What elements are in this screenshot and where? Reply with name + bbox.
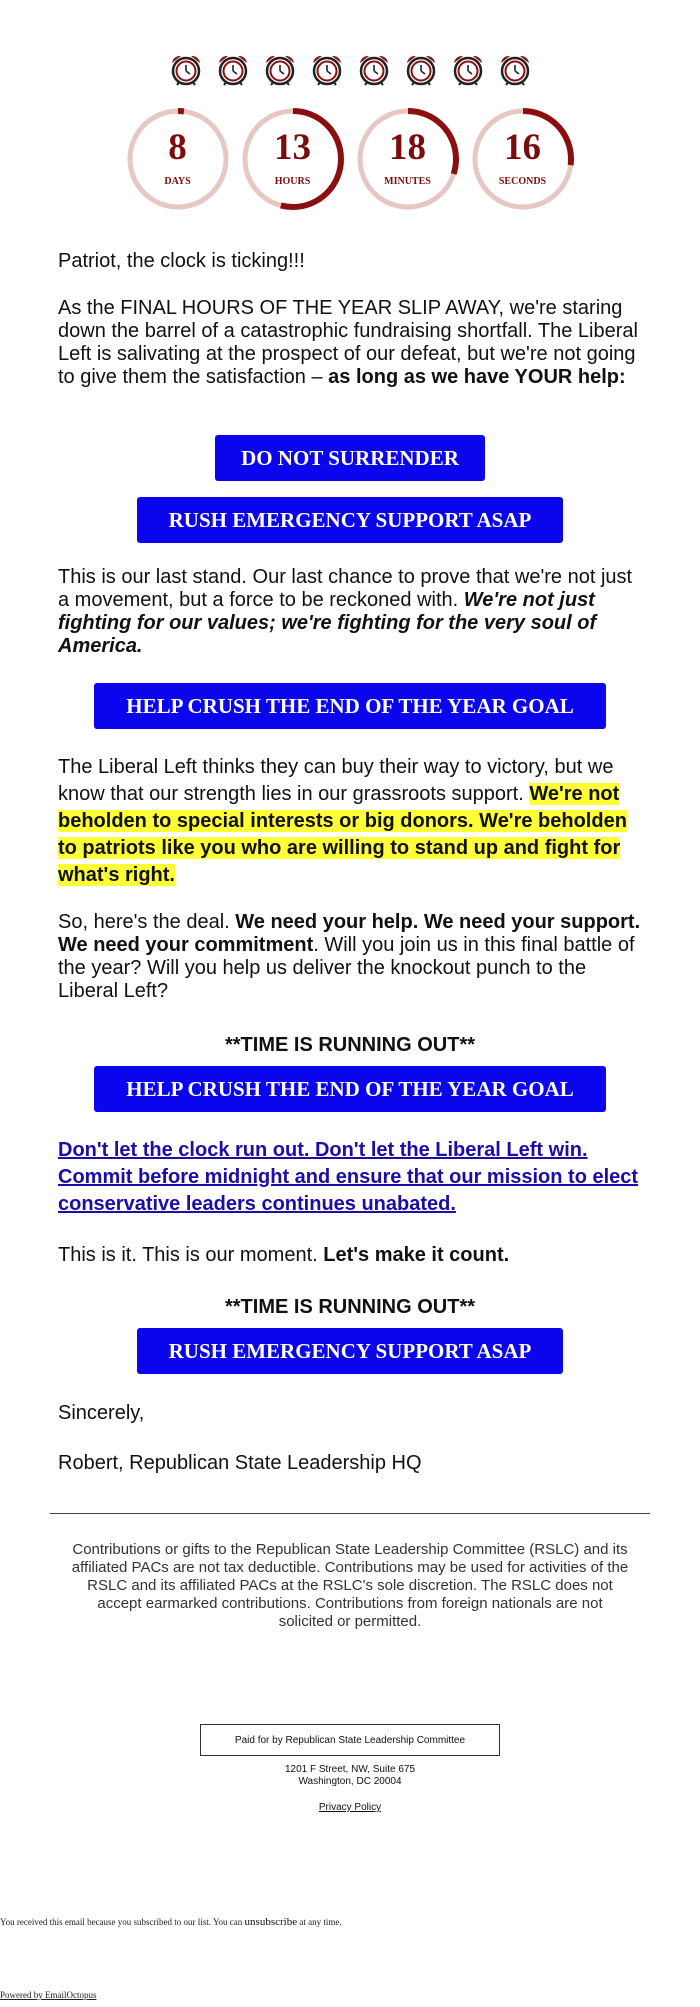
unsubscribe-link[interactable]: unsubscribe — [244, 1916, 298, 1928]
countdown-label: HOURS — [274, 176, 311, 187]
time-running-out-heading: **TIME IS RUNNING OUT** — [224, 1034, 476, 1056]
alarm-clock-icon — [356, 52, 392, 88]
signature — [58, 1452, 648, 1475]
rush-emergency-support-button[interactable]: RUSH EMERGENCY SUPPORT ASAP — [137, 497, 563, 543]
greeting — [58, 250, 648, 273]
countdown-days — [125, 106, 231, 212]
countdown-timer — [0, 106, 700, 212]
paragraph-intro-bold: as long as we have YOUR help: — [328, 366, 626, 388]
footnote-post: at any time. — [297, 1917, 342, 1927]
paragraph-grassroots — [58, 754, 648, 889]
closing — [58, 1402, 648, 1425]
alarm-clock-icon — [309, 52, 345, 88]
countdown-value: 8 — [168, 127, 187, 168]
paragraph-our-moment-text: This is it. This is our moment. — [58, 1244, 324, 1266]
paragraph-the-deal-pre: So, here's the deal. — [58, 911, 236, 933]
greeting-text: Patriot, the clock is ticking!!! — [58, 250, 305, 272]
paragraph-grassroots-text: The Liberal Left thinks they can buy their way to victory, but we know that our strength lies in our grassroots support. — [58, 756, 614, 805]
footnote-pre: You received this email because you subscribed to our list. You can — [0, 1917, 245, 1927]
paid-for-text: Paid for by Republican State Leadership Committee — [234, 1734, 466, 1746]
paragraph-last-stand-emphasis: We're not just fighting for our values; we're fighting for the very soul of America. — [58, 589, 597, 657]
alarm-clock-icon — [497, 52, 533, 88]
paragraph-our-moment-bold: Let's make it count. — [323, 1244, 510, 1266]
alarm-clock-icon — [168, 52, 204, 88]
address-line-1: 1201 F Street, NW, Suite 675 — [284, 1764, 416, 1775]
address-line-2: Washington, DC 20004 — [298, 1776, 402, 1787]
help-crush-goal-button[interactable]: HELP CRUSH THE END OF THE YEAR GOAL — [94, 683, 606, 729]
alarm-clock-icon — [450, 52, 486, 88]
alarm-clock-icon — [215, 52, 251, 88]
countdown-value: 18 — [389, 127, 426, 168]
countdown-hours — [240, 106, 346, 212]
highlighted-text: We're not beholden to special interests or big donors. We're beholden to patriots like you who are willing to stand up and fight for what's right. — [58, 783, 627, 886]
countdown-label: SECONDS — [498, 176, 547, 187]
closing-text: Sincerely, — [58, 1402, 145, 1424]
signature-text: Robert, Republican State Leadership HQ — [58, 1452, 422, 1474]
paragraph-intro — [58, 297, 648, 389]
paragraph-the-deal — [58, 911, 648, 1003]
subscription-footnote — [0, 1916, 342, 1928]
countdown-label: MINUTES — [384, 176, 431, 187]
commit-link-block — [58, 1137, 648, 1218]
countdown-value: 16 — [504, 127, 541, 168]
paragraph-the-deal-post: . Will you join us in this final battle of the year? Will you help us deliver the knockout punch to the Liberal Left? — [58, 934, 635, 1002]
privacy-policy-link[interactable]: Privacy Policy — [318, 1802, 382, 1813]
countdown-value: 13 — [274, 127, 311, 168]
alarm-clock-icon — [262, 52, 298, 88]
paragraph-intro-text: As the FINAL HOURS OF THE YEAR SLIP AWAY, we're staring down the barrel of a catastrophic fundraising shortfall. The Liberal Left is salivating at the prospect of our defeat, but we're not going to give them the satisfaction – — [58, 297, 638, 388]
commit-before-midnight-link[interactable]: Don't let the clock run out. Don't let the Liberal Left win. Commit before midnight and ensure that our mission to elect conservative leaders continues unabated. — [58, 1139, 639, 1215]
rush-emergency-support-button[interactable]: RUSH EMERGENCY SUPPORT ASAP — [137, 1328, 563, 1374]
countdown-seconds — [470, 106, 576, 212]
paragraph-last-stand — [58, 566, 648, 658]
alarm-clock-icon — [403, 52, 439, 88]
disclaimer-text: Contributions or gifts to the Republican State Leadership Committee (RSLC) and its affiliated PACs are not tax deductible. Contributions may be used for activities of the RSLC and its affiliated PACs at the RSLC's sole discretion. The RSLC does not accept earmarked contributions. Contributions from foreign nationals are not solicited or permitted. — [71, 1541, 629, 1630]
paid-for-box — [200, 1724, 500, 1756]
paragraph-last-stand-text: This is our last stand. Our last chance to prove that we're not just a movement, but a force to be reckoned with. — [58, 566, 633, 611]
paragraph-our-moment — [58, 1244, 648, 1267]
divider — [50, 1513, 650, 1514]
time-running-out-heading: **TIME IS RUNNING OUT** — [224, 1296, 476, 1318]
paragraph-the-deal-bold: We need your help. We need your support. We need your commitment — [58, 911, 641, 956]
countdown-minutes — [355, 106, 461, 212]
alarm-icons-row — [0, 52, 700, 88]
mailing-address — [0, 1764, 700, 1788]
do-not-surrender-button[interactable]: DO NOT SURRENDER — [215, 435, 485, 481]
powered-by-emailoctopus-link[interactable]: Powered by EmailOctopus — [0, 1990, 97, 2000]
help-crush-goal-button[interactable]: HELP CRUSH THE END OF THE YEAR GOAL — [94, 1066, 606, 1112]
countdown-label: DAYS — [164, 176, 191, 187]
